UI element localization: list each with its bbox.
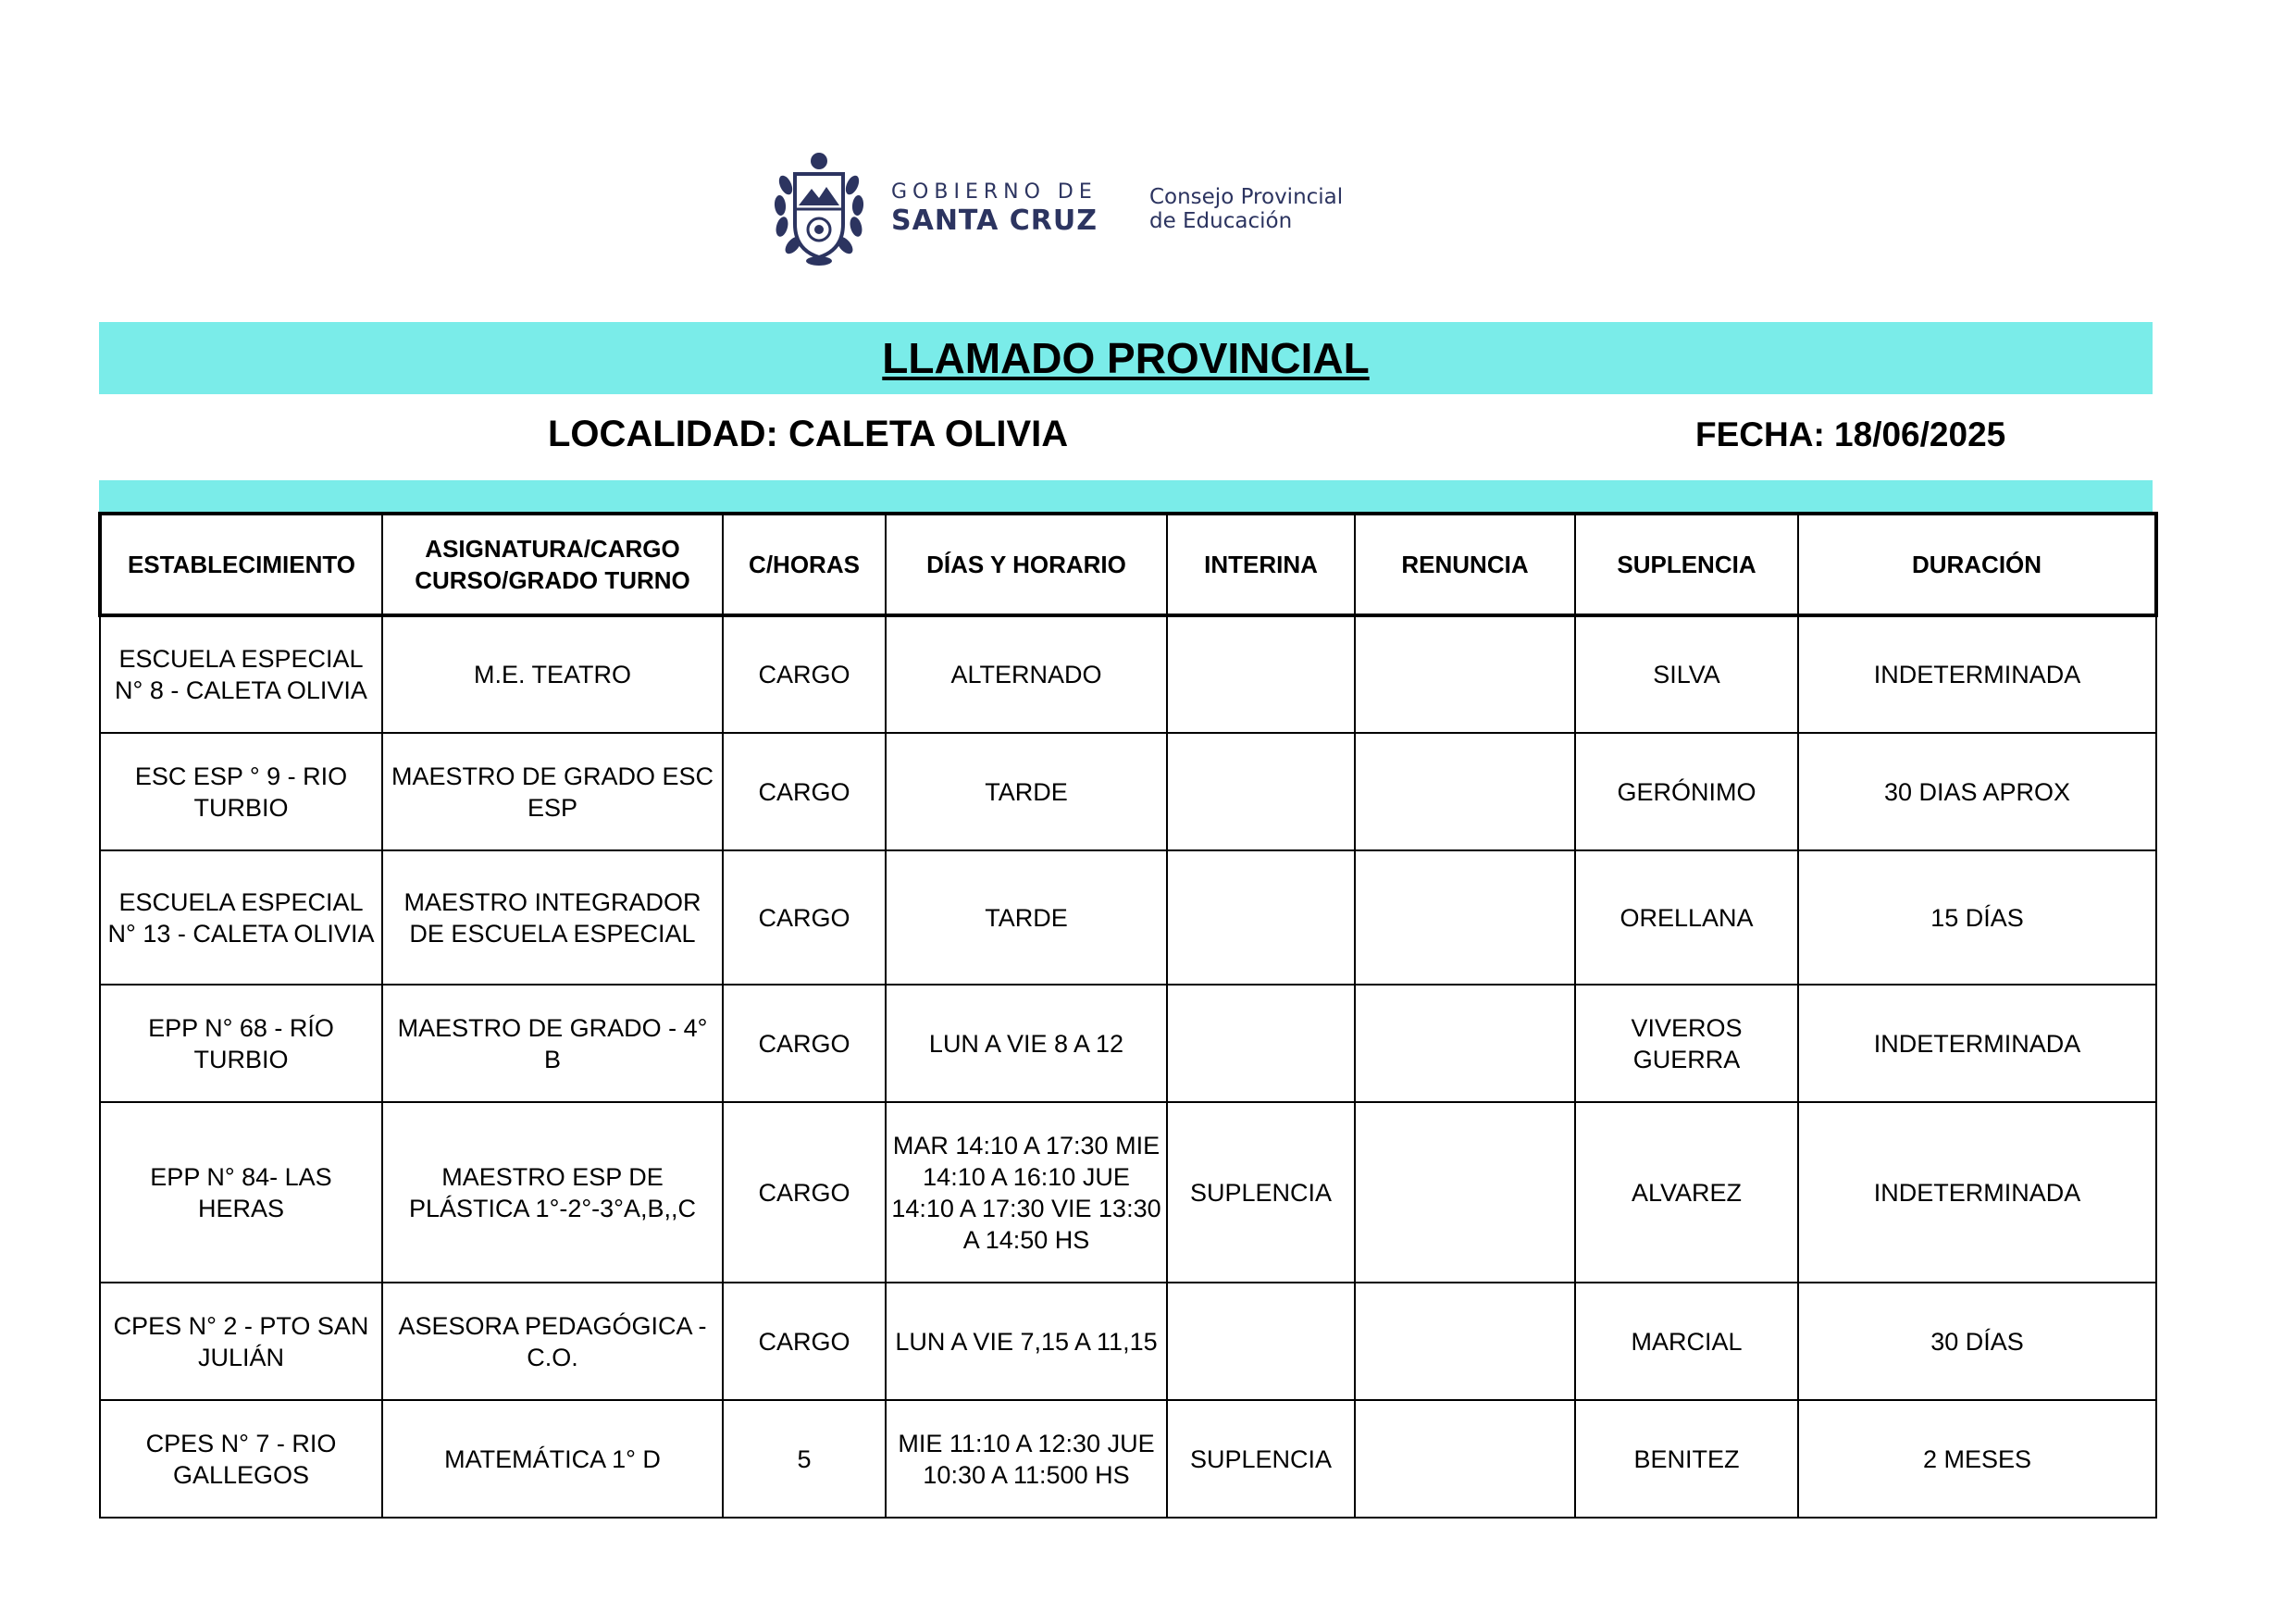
header-establecimiento: ESTABLECIMIENTO bbox=[100, 514, 382, 615]
cell-asignatura: MATEMÁTICA 1° D bbox=[382, 1400, 723, 1518]
cell-renuncia bbox=[1355, 1400, 1575, 1518]
cell-suplencia: VIVEROS GUERRA bbox=[1575, 985, 1798, 1102]
table-row bbox=[100, 1400, 2156, 1518]
cell-asignatura: ASESORA PEDAGÓGICA - C.O. bbox=[382, 1283, 723, 1400]
cell-duracion: 30 DIAS APROX bbox=[1798, 733, 2156, 850]
cell-asignatura: M.E. TEATRO bbox=[382, 615, 723, 733]
cell-renuncia bbox=[1355, 1102, 1575, 1283]
cell-suplencia: SILVA bbox=[1575, 615, 1798, 733]
cell-renuncia bbox=[1355, 615, 1575, 733]
cell-horas: CARGO bbox=[723, 985, 886, 1102]
cell-horario: LUN A VIE 7,15 A 11,15 bbox=[886, 1283, 1167, 1400]
header-asignatura: ASIGNATURA/CARGO CURSO/GRADO TURNO bbox=[382, 514, 723, 615]
table-row bbox=[100, 615, 2156, 733]
vacancies-table bbox=[98, 512, 2158, 1519]
table-row bbox=[100, 733, 2156, 850]
header-duracion: DURACIÓN bbox=[1798, 514, 2156, 615]
header-renuncia: RENUNCIA bbox=[1355, 514, 1575, 615]
council-wordmark bbox=[1149, 185, 1343, 233]
table-row bbox=[100, 850, 2156, 985]
date-label: FECHA: 18/06/2025 bbox=[1695, 415, 2006, 453]
cell-interina: SUPLENCIA bbox=[1167, 1400, 1355, 1518]
cell-horario: MAR 14:10 A 17:30 MIE 14:10 A 16:10 JUE 14:10 A 17:30 VIE 13:30 A 14:50 HS bbox=[886, 1102, 1167, 1283]
cell-establecimiento: CPES N° 7 - RIO GALLEGOS bbox=[100, 1400, 382, 1518]
cell-suplencia: ORELLANA bbox=[1575, 850, 1798, 985]
header-interina: INTERINA bbox=[1167, 514, 1355, 615]
cell-interina: SUPLENCIA bbox=[1167, 1102, 1355, 1283]
cell-interina bbox=[1167, 985, 1355, 1102]
cell-duracion: INDETERMINADA bbox=[1798, 1102, 2156, 1283]
gov-wordmark bbox=[891, 180, 1098, 238]
cell-suplencia: BENITEZ bbox=[1575, 1400, 1798, 1518]
council-line2: de Educación bbox=[1148, 209, 1293, 233]
separator-band bbox=[99, 480, 2153, 512]
gov-line1: GOBIERNO DE bbox=[891, 180, 1098, 204]
cell-interina bbox=[1167, 733, 1355, 850]
council-line1: Consejo Provincial bbox=[1148, 185, 1344, 209]
cell-horas: 5 bbox=[723, 1400, 886, 1518]
cell-horario: TARDE bbox=[886, 733, 1167, 850]
cell-establecimiento: CPES N° 2 - PTO SAN JULIÁN bbox=[100, 1283, 382, 1400]
table-row bbox=[100, 1283, 2156, 1400]
header-logo bbox=[773, 148, 1347, 270]
cell-asignatura: MAESTRO INTEGRADOR DE ESCUELA ESPECIAL bbox=[382, 850, 723, 985]
cell-establecimiento: ESCUELA ESPECIAL N° 13 - CALETA OLIVIA bbox=[100, 850, 382, 985]
cell-suplencia: ALVAREZ bbox=[1575, 1102, 1798, 1283]
cell-duracion: 2 MESES bbox=[1798, 1400, 2156, 1518]
cell-asignatura: MAESTRO DE GRADO - 4° B bbox=[382, 985, 723, 1102]
cell-horas: CARGO bbox=[723, 1102, 886, 1283]
cell-establecimiento: ESCUELA ESPECIAL N° 8 - CALETA OLIVIA bbox=[100, 615, 382, 733]
cell-duracion: 30 DÍAS bbox=[1798, 1283, 2156, 1400]
cell-renuncia bbox=[1355, 850, 1575, 985]
cell-horas: CARGO bbox=[723, 615, 886, 733]
cell-renuncia bbox=[1355, 733, 1575, 850]
header-horas: C/HORAS bbox=[723, 514, 886, 615]
cell-renuncia bbox=[1355, 1283, 1575, 1400]
cell-interina bbox=[1167, 850, 1355, 985]
cell-duracion: INDETERMINADA bbox=[1798, 985, 2156, 1102]
table-row bbox=[100, 1102, 2156, 1283]
cell-interina bbox=[1167, 615, 1355, 733]
cell-suplencia: GERÓNIMO bbox=[1575, 733, 1798, 850]
cell-horario: MIE 11:10 A 12:30 JUE 10:30 A 11:500 HS bbox=[886, 1400, 1167, 1518]
cell-duracion: INDETERMINADA bbox=[1798, 615, 2156, 733]
locality-label: LOCALIDAD: CALETA OLIVIA bbox=[548, 414, 1069, 454]
cell-horario: TARDE bbox=[886, 850, 1167, 985]
cell-establecimiento: ESC ESP ° 9 - RIO TURBIO bbox=[100, 733, 382, 850]
title-band bbox=[99, 322, 2153, 394]
cell-renuncia bbox=[1355, 985, 1575, 1102]
cell-horario: ALTERNADO bbox=[886, 615, 1167, 733]
table-row bbox=[100, 985, 2156, 1102]
cell-establecimiento: EPP N° 68 - RÍO TURBIO bbox=[100, 985, 382, 1102]
cell-establecimiento: EPP N° 84- LAS HERAS bbox=[100, 1102, 382, 1283]
gov-line2: SANTA CRUZ bbox=[891, 205, 1098, 237]
cell-interina bbox=[1167, 1283, 1355, 1400]
cell-asignatura: MAESTRO ESP DE PLÁSTICA 1°-2°-3°A,B,,C bbox=[382, 1102, 723, 1283]
header-horario: DÍAS Y HORARIO bbox=[886, 514, 1167, 615]
cell-duracion: 15 DÍAS bbox=[1798, 850, 2156, 985]
table-header-row bbox=[100, 514, 2156, 615]
santa-cruz-seal-icon bbox=[773, 148, 865, 270]
cell-horario: LUN A VIE 8 A 12 bbox=[886, 985, 1167, 1102]
cell-horas: CARGO bbox=[723, 733, 886, 850]
page-title: LLAMADO PROVINCIAL bbox=[882, 334, 1370, 382]
cell-horas: CARGO bbox=[723, 1283, 886, 1400]
header-suplencia: SUPLENCIA bbox=[1575, 514, 1798, 615]
cell-suplencia: MARCIAL bbox=[1575, 1283, 1798, 1400]
cell-horas: CARGO bbox=[723, 850, 886, 985]
vacancies-table-wrap bbox=[98, 512, 2158, 1519]
cell-asignatura: MAESTRO DE GRADO ESC ESP bbox=[382, 733, 723, 850]
